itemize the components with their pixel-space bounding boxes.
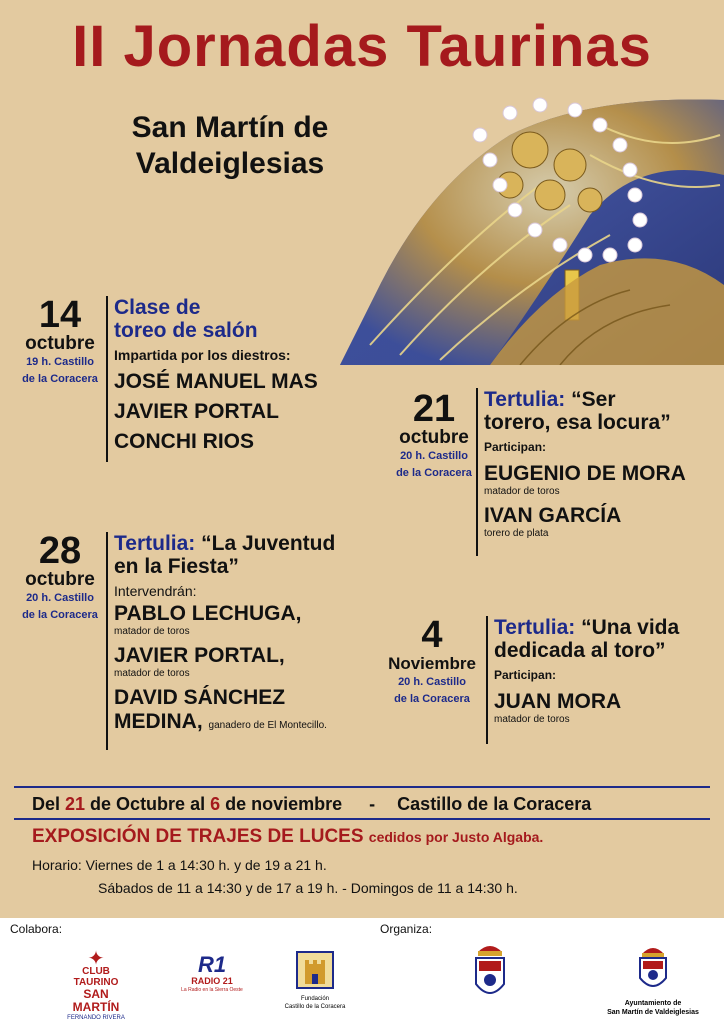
- event-topic-line: Clase de: [114, 296, 201, 319]
- logo-text: San Martín de Valdeiglesias: [607, 1009, 699, 1016]
- town-coat-of-arms-icon: [470, 938, 510, 1008]
- exhibition-dates-text: de noviembre: [220, 794, 343, 814]
- poster-title: II Jornadas Taurinas: [72, 14, 652, 79]
- event-day: 4: [421, 614, 443, 656]
- event-topic-line: dedicada al toro”: [494, 639, 666, 662]
- speaker-name: MEDINA,: [114, 710, 203, 733]
- event-details: [486, 616, 720, 744]
- exhibition-hours: Horario: Viernes de 1 a 14:30 h. y de 19 a 21 h.: [32, 857, 327, 873]
- event-place: 20 h. Castillo: [398, 676, 466, 688]
- event-place: de la Coracera: [22, 609, 98, 621]
- event-topic: [114, 532, 384, 578]
- divider: [14, 786, 710, 788]
- logo-text: Castillo de la Coracera: [284, 1004, 346, 1010]
- exhibition-venue: Castillo de la Coracera: [397, 794, 592, 814]
- speaker-name: DAVID SÁNCHEZ: [114, 686, 286, 709]
- traje-de-luces-illustration: [340, 95, 724, 365]
- logo-text: RADIO 21: [191, 976, 233, 986]
- event-date: [10, 532, 110, 624]
- radio-21-logo: [176, 954, 248, 1004]
- speaker-name: JAVIER PORTAL,: [114, 644, 285, 667]
- event-topic-label: Tertulia:: [494, 616, 576, 639]
- divider: [14, 818, 710, 820]
- exhibition-dates: [32, 794, 591, 815]
- event-lead: Impartida por los diestros:: [114, 347, 291, 363]
- speaker-role: matador de toros: [114, 668, 190, 679]
- exhibition-date-start: 21: [65, 794, 86, 814]
- exhibition-dash: -: [369, 794, 376, 814]
- event-lead: Intervendrán:: [114, 583, 197, 599]
- speaker-name: EUGENIO DE MORA: [484, 462, 686, 485]
- exhibition-hours: Sábados de 11 a 14:30 y de 17 a 19 h. - Domingos de 11 a 14:30 h.: [98, 880, 518, 896]
- logo-text: La Radio en la Sierra Oeste: [181, 987, 243, 993]
- event-place: de la Coracera: [396, 467, 472, 479]
- event-month: octubre: [25, 569, 95, 590]
- event-topic-line: en la Fiesta”: [114, 555, 239, 578]
- speaker-role: matador de toros: [484, 486, 560, 497]
- speaker-name: JAVIER PORTAL: [114, 400, 279, 423]
- event-topic-line: toreo de salón: [114, 319, 258, 342]
- event-date: [380, 616, 484, 708]
- event-place: 19 h. Castillo: [26, 356, 94, 368]
- fundacion-castillo-logo: [282, 950, 348, 1014]
- exhibition-title-text: EXPOSICIÓN DE TRAJES DE LUCES: [32, 826, 364, 847]
- castle-icon: [295, 950, 335, 990]
- logo-text: FERNANDO RIVERA: [67, 1015, 125, 1021]
- event-date: [10, 296, 110, 388]
- event-topic-line: torero, esa locura”: [484, 411, 671, 434]
- logo-text: Ayuntamiento de: [624, 1000, 682, 1007]
- poster-subtitle: San Martín de Valdeiglesias: [131, 111, 329, 180]
- exhibition-dates-text: Del: [32, 794, 66, 814]
- exhibition-title: [32, 826, 543, 848]
- event-topic: [114, 296, 354, 342]
- exhibition-dates-text: de Octubre al: [85, 794, 211, 814]
- event-place: de la Coracera: [394, 693, 470, 705]
- event-topic-line: “Una vida: [581, 616, 680, 639]
- event-topic-label: Tertulia:: [484, 388, 566, 411]
- event-details: [106, 296, 354, 462]
- event-details: [476, 388, 720, 556]
- speaker-role: matador de toros: [494, 714, 570, 725]
- coat-of-arms-icon: [470, 938, 510, 1008]
- colabora-label: Colabora:: [10, 922, 63, 936]
- event-month: Noviembre: [388, 654, 476, 673]
- speaker-role: torero de plata: [484, 528, 549, 539]
- club-taurino-logo: ✦ CLUB TAURINO SAN MARTÍN FERNANDO RIVERA: [60, 952, 132, 1002]
- ayuntamiento-logo: [598, 942, 708, 1022]
- event-topic-line: “La Juventud: [201, 532, 336, 555]
- footer: [0, 918, 724, 1024]
- event-place: 20 h. Castillo: [26, 592, 94, 604]
- exhibition-date-end: 6: [210, 794, 221, 814]
- event-place: de la Coracera: [22, 373, 98, 385]
- speaker-name: IVAN GARCÍA: [484, 504, 622, 527]
- logo-text: CLUB TAURINO: [73, 966, 119, 988]
- logo-text: SAN MARTÍN: [72, 987, 120, 1014]
- logo-text: R1: [197, 952, 227, 977]
- speaker-name: PABLO LECHUGA,: [114, 602, 302, 625]
- event-topic: [484, 388, 720, 434]
- speaker-name: JOSÉ MANUEL MAS: [114, 370, 318, 393]
- exhibition-title-note: cedidos por Justo Algaba.: [368, 829, 544, 845]
- event-lead: Participan:: [484, 440, 547, 454]
- event-details: [106, 532, 384, 750]
- logo-text: Fundación: [300, 996, 330, 1002]
- speaker-role: matador de toros: [114, 626, 190, 637]
- speaker-name: CONCHI RIOS: [114, 430, 255, 453]
- organiza-label: Organiza:: [380, 922, 433, 936]
- event-topic-label: Tertulia:: [114, 532, 196, 555]
- event-month: octubre: [399, 427, 469, 448]
- event-day: 14: [38, 294, 82, 336]
- speaker-name: JUAN MORA: [494, 690, 622, 713]
- event-month: octubre: [25, 333, 95, 354]
- event-date: [384, 390, 484, 482]
- event-day: 21: [412, 388, 456, 430]
- event-topic-line: “Ser: [571, 388, 616, 411]
- event-lead: Participan:: [494, 668, 557, 682]
- speaker-role: ganadero de El Montecillo.: [208, 720, 327, 731]
- coat-of-arms-icon: [636, 942, 670, 994]
- event-topic: [494, 616, 720, 662]
- speaker-name-with-role: [114, 710, 384, 738]
- event-place: 20 h. Castillo: [400, 450, 468, 462]
- event-day: 28: [38, 530, 82, 572]
